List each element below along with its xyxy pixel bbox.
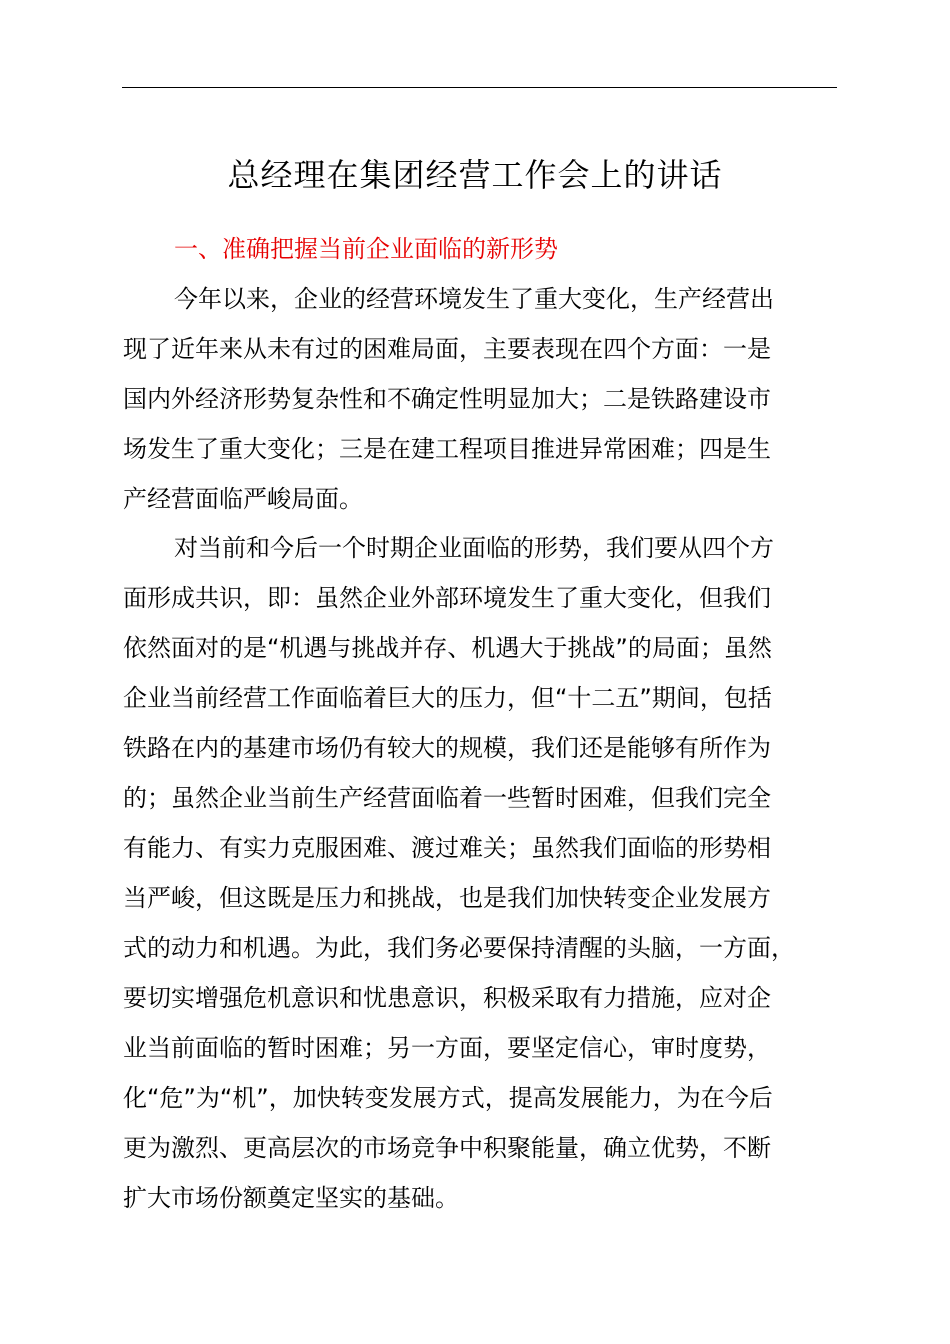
paragraph-line: 更为激烈、更高层次的市场竞争中积聚能量，确立优势，不断 <box>123 1134 771 1162</box>
paragraph-line: 依然面对的是“机遇与挑战并存、机遇大于挑战”的局面；虽然 <box>123 634 772 662</box>
paragraph-line: 当严峻，但这既是压力和挑战，也是我们加快转变企业发展方 <box>123 884 771 912</box>
paragraph-2 <box>123 523 835 1223</box>
paragraph-line: 有能力、有实力克服困难、渡过难关；虽然我们面临的形势相 <box>123 834 771 862</box>
paragraph-line: 铁路在内的基建市场仍有较大的规模，我们还是能够有所作为 <box>123 734 771 762</box>
paragraph-line: 对当前和今后一个时期企业面临的形势，我们要从四个方 <box>174 534 774 562</box>
document-title: 总经理在集团经营工作会上的讲话 <box>227 156 723 194</box>
paragraph-line: 现了近年来从未有过的困难局面，主要表现在四个方面：一是 <box>123 335 771 363</box>
paragraph-line: 扩大市场份额奠定坚实的基础。 <box>123 1184 459 1212</box>
paragraph-line: 产经营面临严峻局面。 <box>123 485 363 513</box>
paragraph-line: 的；虽然企业当前生产经营面临着一些暂时困难，但我们完全 <box>123 784 771 812</box>
paragraph-line: 面形成共识，即：虽然企业外部环境发生了重大变化，但我们 <box>123 584 771 612</box>
section-heading: 一、准确把握当前企业面临的新形势 <box>174 235 558 263</box>
paragraph-line: 场发生了重大变化；三是在建工程项目推进异常困难；四是生 <box>123 435 771 463</box>
header-rule <box>122 87 837 88</box>
paragraph-line: 化“危”为“机”，加快转变发展方式，提高发展能力，为在今后 <box>123 1084 773 1112</box>
paragraph-1 <box>123 274 835 524</box>
paragraph-line: 业当前面临的暂时困难；另一方面，要坚定信心，审时度势， <box>123 1034 771 1062</box>
paragraph-line: 今年以来，企业的经营环境发生了重大变化，生产经营出 <box>174 285 774 313</box>
paragraph-line: 国内外经济形势复杂性和不确定性明显加大；二是铁路建设市 <box>123 385 771 413</box>
paragraph-line: 企业当前经营工作面临着巨大的压力，但“十二五”期间，包括 <box>123 684 772 712</box>
paragraph-line: 式的动力和机遇。为此，我们务必要保持清醒的头脑，一方面， <box>123 934 795 962</box>
paragraph-line: 要切实增强危机意识和忧患意识，积极采取有力措施，应对企 <box>123 984 771 1012</box>
